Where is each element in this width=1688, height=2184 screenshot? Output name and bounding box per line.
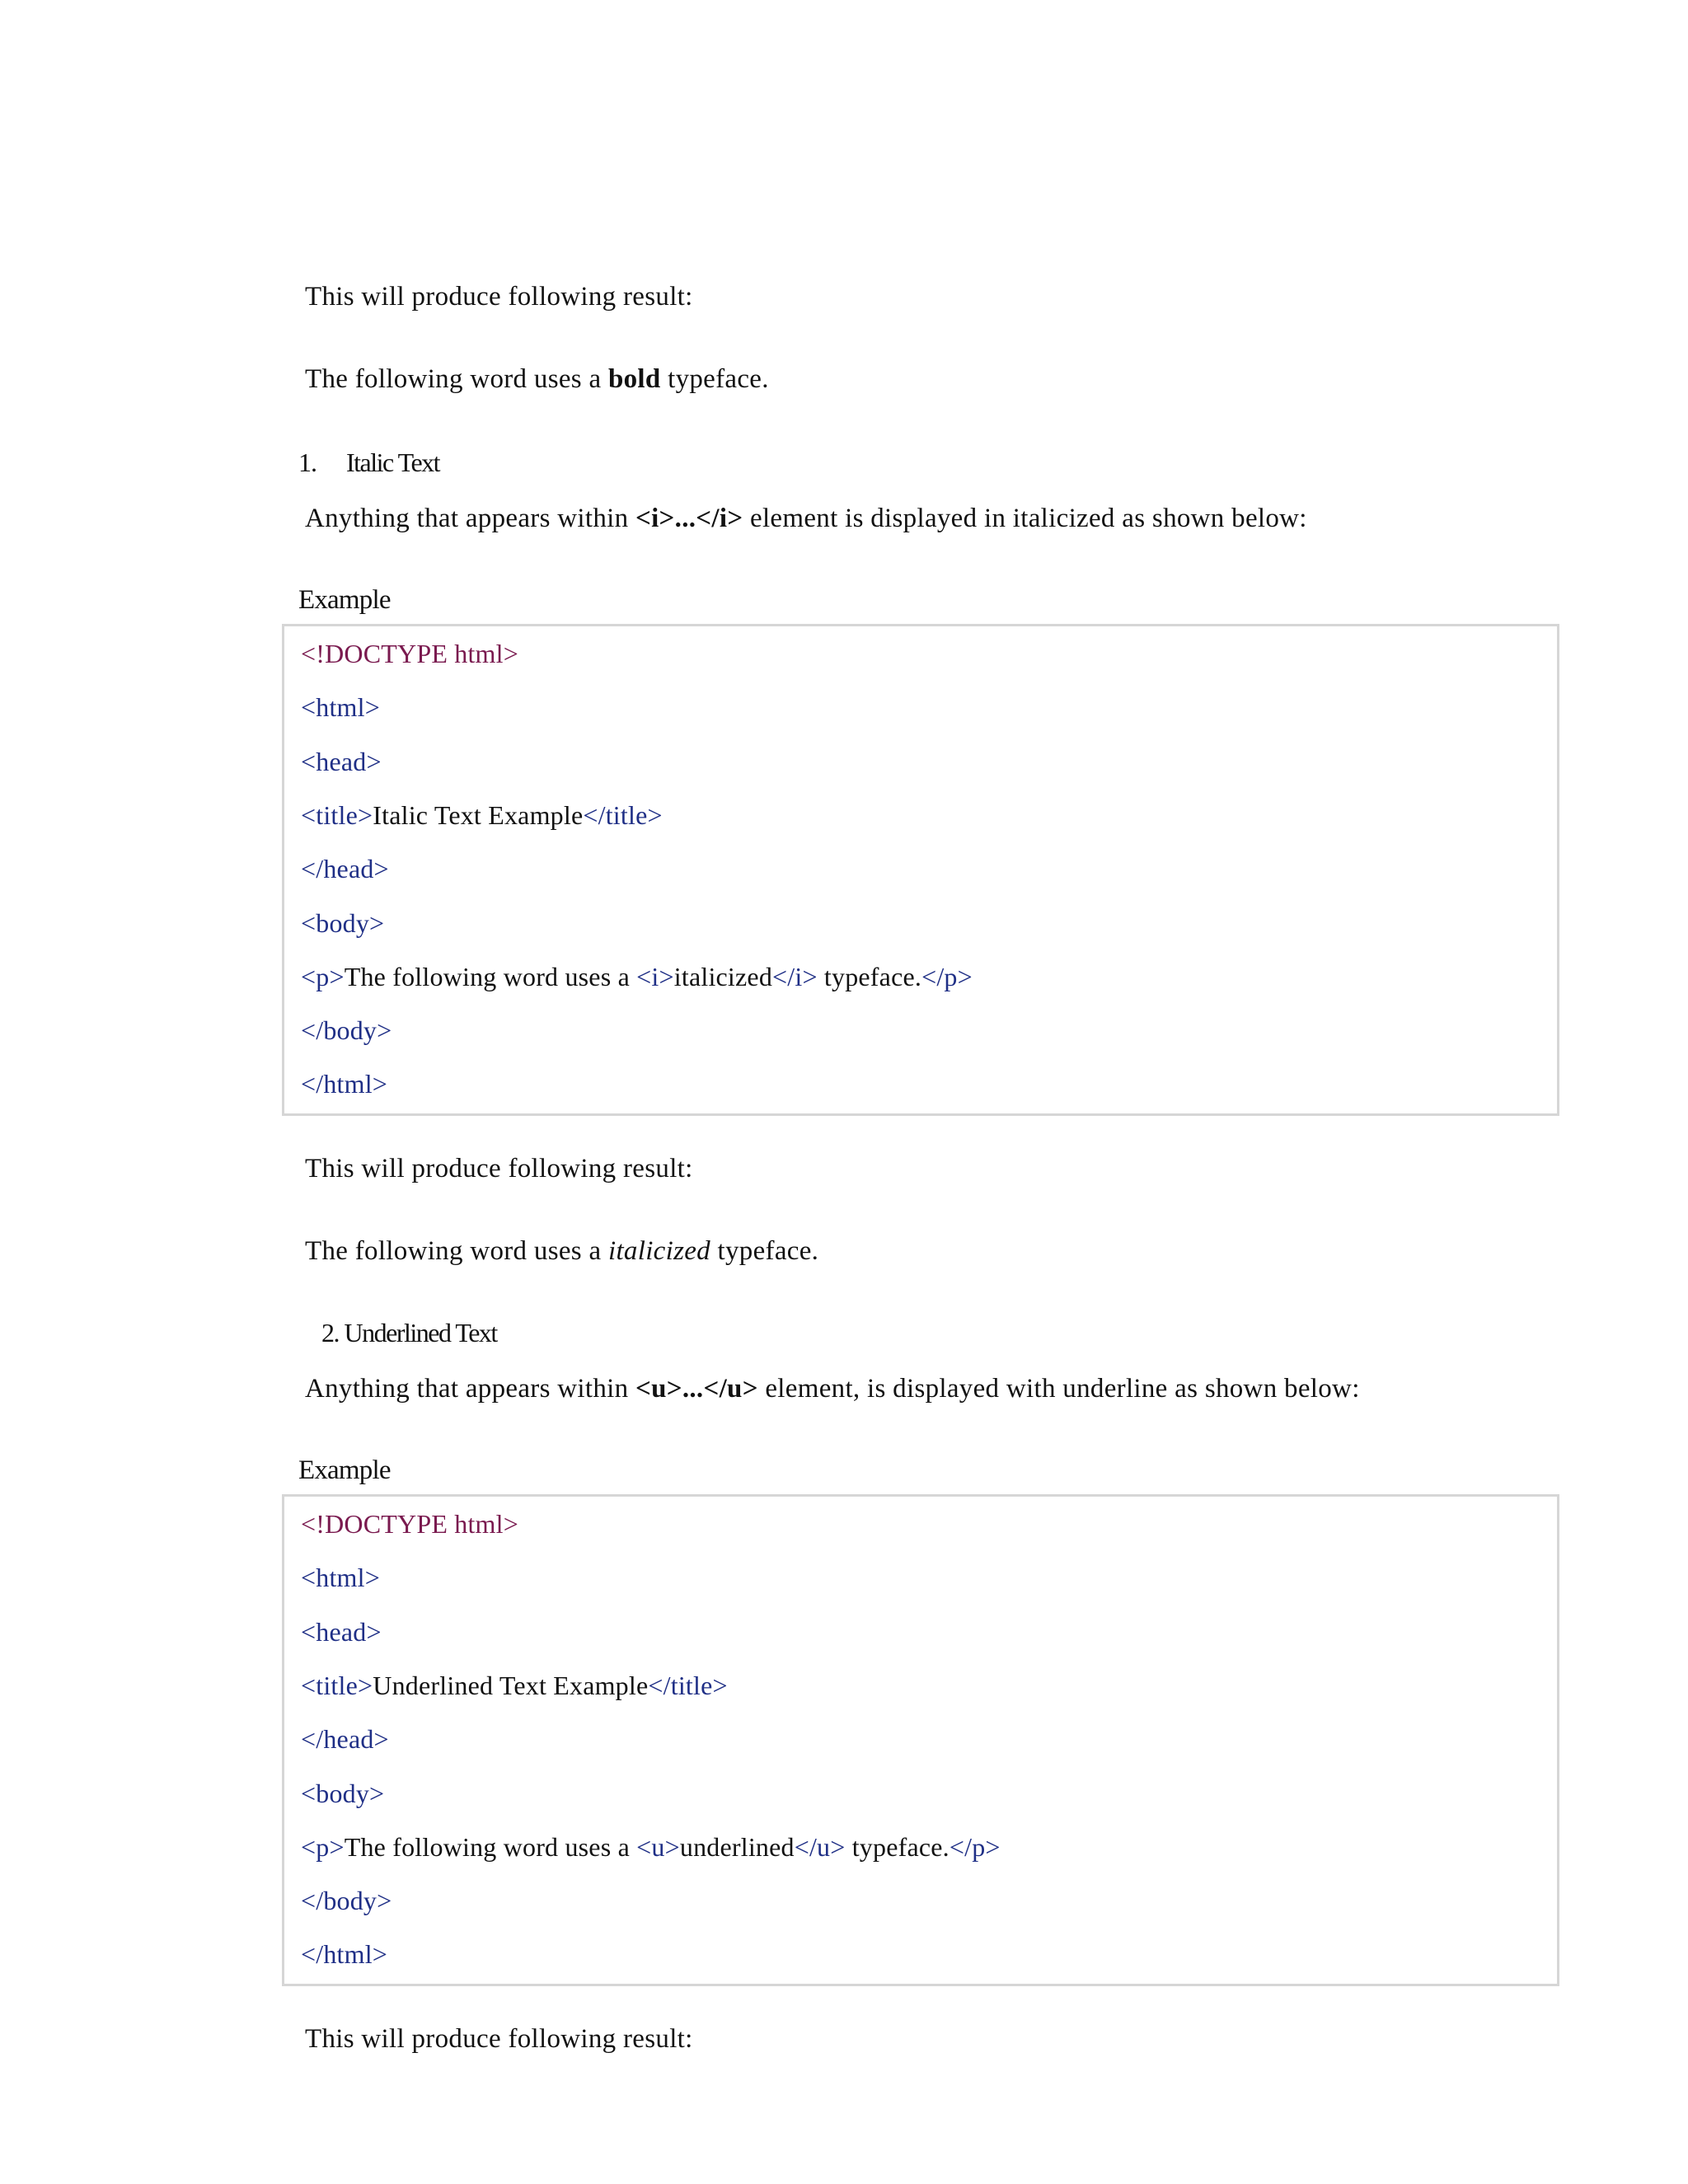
code-doctype: <!DOCTYPE html> [301, 639, 518, 668]
italic-code-line [301, 852, 389, 885]
italic-result-before: The following word uses a [305, 1236, 608, 1266]
code-text: underlined [679, 1831, 795, 1862]
code-tag: </head> [301, 854, 389, 884]
italic-result-paragraph [305, 1235, 818, 1268]
underline-code-line [301, 1615, 382, 1648]
italic-code-line [301, 1067, 387, 1100]
underline-code-block [282, 1494, 1559, 1986]
underline-example-label: Example [298, 1455, 391, 1485]
code-tag: </p> [921, 961, 973, 991]
code-tag: </html> [301, 1069, 388, 1099]
section-italic-number: 1. [298, 448, 316, 477]
italic-code-line [301, 799, 663, 832]
italic-result-label: This will produce following result: [305, 1154, 693, 1183]
bold-result-before: The following word uses a [305, 364, 608, 394]
code-tag: </html> [301, 1939, 388, 1970]
underline-desc-before: Anything that appears within [305, 1374, 635, 1404]
section-italic-description [305, 502, 1307, 535]
italic-result-word: italicized [607, 1236, 710, 1266]
code-tag: <html> [301, 1563, 380, 1593]
section-italic-title: Italic Text [346, 448, 440, 477]
italic-code-line [301, 907, 384, 940]
code-tag: <p> [301, 1831, 345, 1862]
underline-desc-code: <u>...</u> [635, 1374, 758, 1404]
italic-desc-before: Anything that appears within [305, 504, 635, 533]
section-underline-title: Underlined Text [344, 1318, 497, 1347]
section-italic-heading [298, 446, 439, 479]
underline-code-line [301, 1938, 387, 1971]
code-tag: <u> [636, 1831, 680, 1862]
bold-result-word: bold [607, 364, 661, 394]
code-text: The following word uses a [344, 961, 637, 991]
section-underline-description [305, 1372, 1360, 1405]
code-tag: <i> [636, 961, 674, 991]
underline-code-line [301, 1561, 380, 1594]
italic-code-line [301, 637, 518, 670]
underline-code-line [301, 1830, 1001, 1863]
code-text: typeface. [845, 1831, 950, 1862]
bold-result-after: typeface. [660, 364, 769, 394]
code-doctype: <!DOCTYPE html> [301, 1509, 518, 1539]
italic-example-label: Example [298, 585, 391, 615]
code-text: typeface. [817, 961, 922, 991]
italic-code-line [301, 745, 382, 778]
underline-result-label: This will produce following result: [305, 2024, 693, 2054]
code-tag: </head> [301, 1724, 389, 1755]
underline-code-line [301, 1669, 728, 1702]
code-tag: </title> [648, 1670, 728, 1700]
underline-code-line [301, 1722, 389, 1755]
code-text: The following word uses a [344, 1831, 637, 1862]
italic-code-line [301, 691, 380, 724]
code-tag: <head> [301, 746, 382, 776]
code-tag: <title> [301, 1670, 373, 1700]
code-text: italicized [673, 961, 773, 991]
code-tag: </p> [949, 1831, 1001, 1862]
italic-desc-code: <i>...</i> [635, 504, 743, 533]
result-label-top: This will produce following result: [305, 282, 693, 312]
italic-code-line [301, 960, 973, 993]
underline-code-line [301, 1884, 392, 1917]
italic-code-line [301, 1014, 392, 1047]
underline-desc-after: element, is displayed with underline as shown below: [757, 1374, 1360, 1404]
bold-result-paragraph [305, 363, 769, 396]
code-tag: <body> [301, 907, 385, 938]
italic-result-after: typeface. [710, 1236, 819, 1266]
code-tag: </body> [301, 1015, 392, 1046]
section-underline-number: 2. [321, 1318, 339, 1347]
code-tag: </body> [301, 1886, 392, 1916]
code-tag: </title> [583, 799, 663, 830]
code-tag: <body> [301, 1778, 385, 1808]
code-tag: <title> [301, 799, 373, 830]
italic-code-block [282, 624, 1559, 1116]
code-tag: <p> [301, 961, 345, 991]
underline-code-line [301, 1507, 518, 1540]
code-tag: </i> [772, 961, 818, 991]
underline-code-line [301, 1777, 384, 1810]
section-underline-heading [321, 1316, 497, 1349]
code-tag: <html> [301, 692, 380, 723]
code-text: Underlined Text Example [373, 1670, 649, 1700]
code-tag: <head> [301, 1616, 382, 1647]
italic-desc-after: element is displayed in italicized as shown below: [743, 504, 1307, 533]
code-text: Italic Text Example [373, 799, 584, 830]
code-tag: </u> [794, 1831, 846, 1862]
